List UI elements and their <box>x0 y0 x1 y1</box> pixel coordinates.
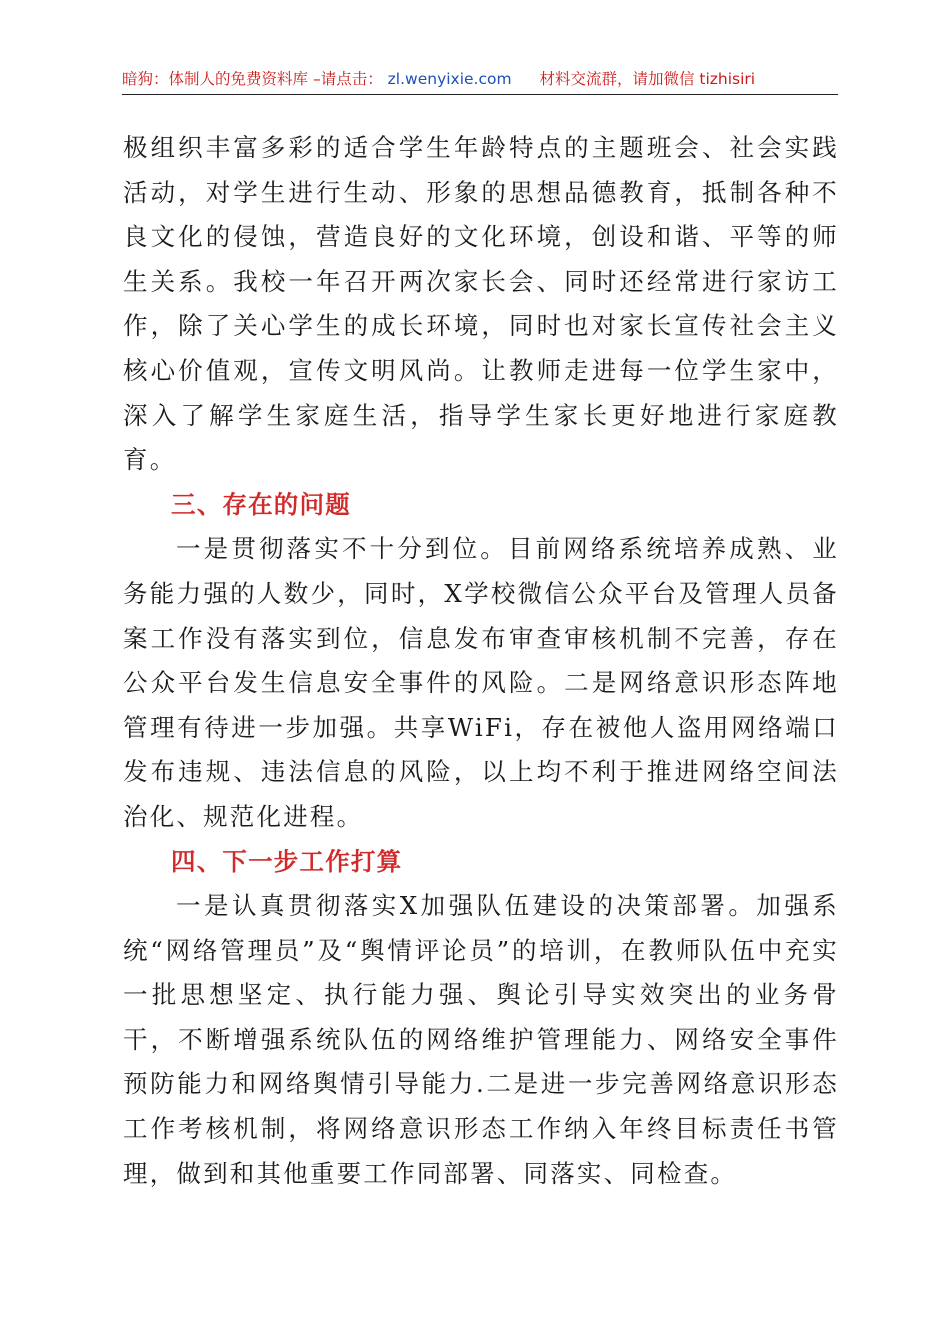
header-wechat-text: 材料交流群，请加微信 tizhisiri <box>539 70 756 88</box>
section-heading-next-steps: 四、下一步工作打算 <box>171 846 403 876</box>
paragraph-intro: 极组织丰富多彩的适合学生年龄特点的主题班会、社会实践活动，对学生进行生动、形象的思想品德教育，抵制各种不良文化的侵蚀，营造良好的文化环境，创设和谐、平等的师生关系。我校一年召开两次家长会、同时还经常进行家访工作，除了关心学生的成长环境，同时也对家长宣传社会主义核心价值观，宣传文明风尚。让教师走进每一位学生家中，深入了解学生家庭生活，指导学生家长更好地进行家庭教育。 <box>123 133 839 475</box>
paragraph-next-steps: 一是认真贯彻落实X加强队伍建设的决策部署。加强系统“网络管理员”及“舆情评论员”的培训，在教师队伍中充实一批思想坚定、执行能力强、舆论引导实效突出的业务骨干，不断增强系统队伍的网络维护管理能力、网络安全事件预防能力和网络舆情引导能力.二是进一步完善网络意识形态工作考核机制，将网络意识形态工作纳入年终目标责任书管理，做到和其他重要工作同部署、同落实、同检查。 <box>123 891 839 1188</box>
header-url-link[interactable]: zl.wenyixie.com <box>387 70 512 88</box>
section-heading-problems: 三、存在的问题 <box>171 489 351 519</box>
header-brand: 暗狗：体制人的免费资料库 <box>122 70 309 88</box>
header-divider <box>122 94 838 95</box>
paragraph-problems: 一是贯彻落实不十分到位。目前网络系统培养成熟、业务能力强的人数少，同时，X学校微信公众平台及管理人员备案工作没有落实到位，信息发布审查审核机制不完善，存在公众平台发生信息安全事件的风险。二是网络意识形态阵地管理有待进一步加强。共享WiFi，存在被他人盗用网络端口发布违规、违法信息的风险，以上均不利于推进网络空间法治化、规范化进程。 <box>123 534 839 831</box>
header-click-prefix: –请点击： <box>312 70 383 88</box>
page-header <box>122 66 838 92</box>
document-body <box>123 126 839 1196</box>
